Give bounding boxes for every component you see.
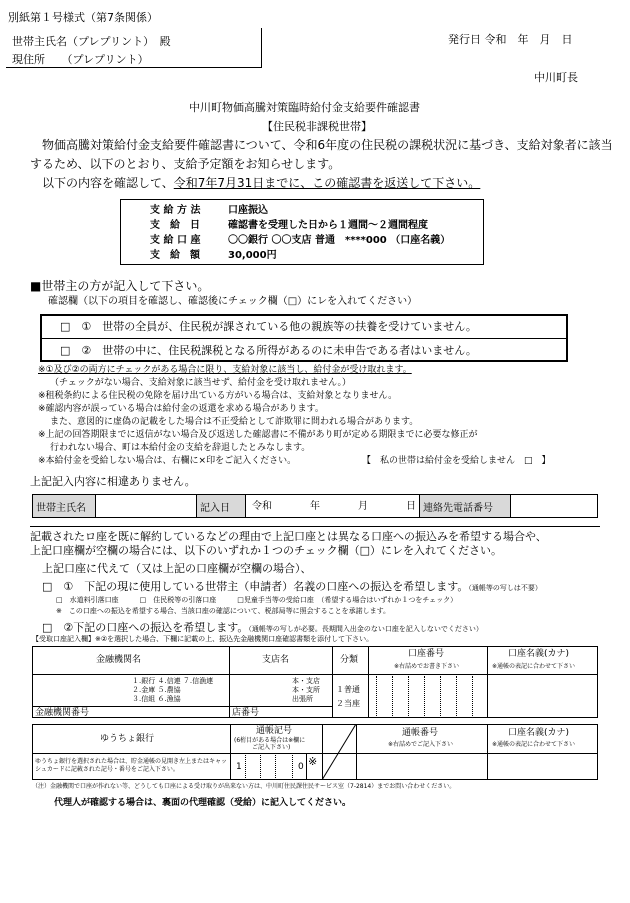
summary-label-date: 支 給 日 [150, 220, 200, 231]
phone-field[interactable] [510, 494, 598, 518]
acct-digit-divider-7 [472, 676, 473, 716]
name-label: 世帯主氏名 [32, 494, 96, 518]
note-6: ※上記の回答期限までに返信がない場合及び返送した確認書に不備があり町が定める期限までに必要な修正が [38, 430, 478, 440]
acct-digit-divider-1 [376, 676, 377, 716]
summary-label-amount: 支 給 額 [150, 250, 200, 261]
branch-code-label: 店番号 [232, 708, 260, 718]
yucho-asterisk: ※ [308, 755, 318, 768]
yucho-description: ゆうちょ銀行を選択された場合は、貯金通帳の見開き左上またはキャッシュカードに記載された記号・番号をご記入下さい。 [35, 758, 228, 774]
summary-value-date: 確認書を受理した日から１週間～２週間程度 [228, 220, 428, 231]
acct-digit-divider-4 [424, 676, 425, 716]
bank-col-line-3 [368, 646, 369, 718]
option-1[interactable]: □ ① 下記の現に使用している世帯主（申請者）名義の口座への振込を希望します。（通帳等の写しは不要） [42, 580, 542, 593]
yucho-digit-divider-5 [306, 753, 307, 780]
header-institution: 金融機関名 [96, 655, 142, 665]
yucho-digit-divider-2 [260, 753, 261, 780]
yucho-diagonal [322, 724, 356, 780]
yucho-holder-header: 口座名義(カナ) [508, 728, 570, 738]
alt-account-line-3: 上記口座に代えて（又は上記の口座欄が空欄の場合）、 [42, 562, 312, 575]
summary-value-method: 口座振込 [228, 205, 268, 216]
yucho-digit-first: 1 [236, 762, 242, 772]
yucho-number-note: ※右詰めでご記入下さい [388, 741, 454, 748]
yucho-header-line [32, 753, 598, 754]
yucho-digit-last: 0 [298, 762, 304, 772]
yucho-number-header: 通帳番号 [402, 728, 439, 738]
intro-line-1: 物価高騰対策給付金支給要件確認書について、令和6年度の住民税の課税状況に基づき、支給対象者に該当 [42, 138, 613, 152]
category-ordinary[interactable]: １普通 [336, 685, 360, 694]
inst-code-label: 金融機関番号 [35, 708, 90, 718]
intro-line-3: 以下の内容を確認して、令和7年7月31日までに、この確認書を返送して下さい。 [42, 176, 481, 190]
form-number: 別紙第１号様式（第7条関係） [8, 11, 158, 24]
yucho-col-line-1 [230, 724, 231, 780]
note-4: ※確認内容が誤っている場合は給付金の返還を求める場合があります。 [38, 404, 324, 414]
note-7: 行われない場合、町は本給付金の支給を辞退したとみなします。 [50, 443, 311, 453]
alt-account-line-1: 記載されたロ座を既に解約しているなどの理由で上記口座とは異なる口座への振込みを希望する場合や、 [30, 530, 547, 543]
confirm-divider [42, 338, 566, 339]
yucho-digit-divider-4 [292, 753, 293, 780]
note-8: ※本給付金を受給しない場合は、右欄に×印をご記入ください。 [38, 456, 297, 466]
phone-label: 連絡先電話番号 [419, 494, 511, 518]
document-title: 中川町物価高騰対策臨時給付金支給要件確認書 [189, 101, 420, 114]
yucho-symbol-note-2: ご記入下さい) [252, 744, 291, 751]
header-account-note: ※右詰めでお書き下さい [394, 663, 460, 670]
bank-col-line-2 [332, 646, 333, 718]
yucho-holder-note: ※通帳の表記に合わせて下さい [492, 741, 576, 748]
intro-line-2: するため、以下のとおり、支給予定額をお知らせします。 [30, 157, 341, 171]
date-year: 年 [310, 501, 320, 512]
yucho-symbol-header: 通帳記号 [256, 726, 293, 736]
date-month: 月 [358, 501, 368, 512]
header-account-no: 口座番号 [408, 649, 445, 659]
summary-label-method: 支 給 方 法 [150, 205, 201, 216]
bank-col-line-4 [487, 646, 488, 718]
decline-checkbox[interactable]: 【 私の世帯は給付金を受給しません □ 】 [362, 456, 551, 466]
option-1-sub-choices[interactable]: □ 水道料引落口座 □ 住民税等の引落口座 □児童手当等の受給口座 （希望する場合はいずれか１つをチェック） [56, 596, 458, 604]
branch-type-2: 本・支所 [292, 686, 320, 694]
yucho-col-line-3 [356, 724, 357, 780]
document-subtitle: 【住民税非課税世帯】 [262, 120, 372, 133]
header-category: 分類 [340, 655, 359, 665]
summary-value-amount: 30,000円 [228, 250, 277, 261]
header-holder-note: ※通帳の表記に合わせて下さい [492, 663, 576, 670]
check-item-1[interactable]: □ ① 世帯の全員が、住民税が課されている他の親族等の扶養を受けていません。 [60, 320, 477, 333]
date-label: 記入日 [196, 494, 246, 518]
yucho-symbol-note-1: (6桁目がある場合は※欄に [234, 737, 306, 744]
option-1-consent: ※ この口座への振込を希望する場合、当該口座の確認について、税部局等に照会することを承諾します。 [56, 607, 391, 615]
acct-digit-divider-2 [392, 676, 393, 716]
householder-name: 世帯主氏名（プレプリント） 殿 [12, 35, 171, 48]
current-address: 現住所 （プレプリント） [12, 53, 149, 66]
bank-table-header-line [32, 674, 598, 675]
note-3: ※租税条約による住民税の免除を届け出ている方がいる場合は、支給対象となりません。 [38, 391, 398, 401]
category-current[interactable]: ２当座 [336, 699, 360, 708]
header-branch: 支店名 [262, 655, 290, 665]
yucho-digit-divider-3 [275, 753, 276, 780]
note-1: ※①及び②の両方にチェックがある場合に限り、支給対象に該当し、給付金が受け取れます。 [38, 365, 412, 375]
yucho-col-line-4 [487, 724, 488, 780]
inst-type-3: ３.信組 ６.漁協 [132, 695, 181, 703]
inst-code-field[interactable] [130, 707, 229, 718]
branch-code-field[interactable] [300, 707, 332, 718]
yucho-label: ゆうちょ銀行 [100, 734, 155, 744]
note-2: （チェックがない場合、支給対象に該当せず、給付金を受け取れません。） [50, 378, 352, 388]
section-divider [30, 526, 600, 527]
bank-col-line-1 [229, 646, 230, 718]
yucho-digit-divider-1 [245, 753, 246, 780]
header-holder: 口座名義(カナ) [508, 649, 570, 659]
inst-type-1: １.銀行 ４.信連 ７.信漁連 [132, 677, 214, 685]
date-era: 令和 [252, 501, 272, 512]
section-heading: ■世帯主の方が記入して下さい。 [30, 279, 210, 293]
summary-value-account: 〇〇銀行 〇〇支店 普通 ****000 （口座名義） [228, 235, 451, 246]
issue-date: 発行日 令和 年 月 日 [448, 33, 573, 46]
attest-text: 上記記入内容に相違ありません。 [30, 475, 196, 488]
date-day: 日 [406, 501, 416, 512]
branch-type-3: 出張所 [292, 695, 313, 703]
inst-type-2: ２.金庫 ５.農協 [132, 686, 181, 694]
acct-digit-divider-5 [440, 676, 441, 716]
note-5: また、意図的に虚偽の記載をした場合は不正受給として詐欺罪に問われる場合があります。 [50, 417, 419, 427]
option-2[interactable]: □ ②下記の口座への振込を希望します。（通帳等の写しが必要。長期間入出金のない口座を記入しないでください） [42, 621, 483, 634]
summary-label-account: 支 給 口 座 [150, 235, 201, 246]
check-item-2[interactable]: □ ② 世帯の中に、住民税課税となる所得があるのに未申告である者はいません。 [60, 344, 477, 357]
name-field[interactable] [95, 494, 197, 518]
alt-account-line-2: 上記口座欄が空欄の場合には、以下のいずれか１つのチェック欄（□）にレを入れてください。 [30, 544, 503, 557]
footer-note: （注）金融機関で口座が作れない等、どうしても口座による受け取りが出来ない方は、中川町住民課住民サービス室（7-2814）までお問い合わせください。 [32, 783, 456, 790]
acct-digit-divider-3 [408, 676, 409, 716]
bank-form-title: 【受取口座記入欄】※②を選択した場合、下欄に記載の上、振込先金融機関口座確認書類を添付して下さい。 [32, 635, 374, 643]
issuer: 中川町長 [534, 71, 578, 84]
acct-digit-divider-6 [456, 676, 457, 716]
confirm-instructions: 確認欄（以下の項目を確認し、確認後にチェック欄（□）にレを入れてください） [48, 296, 418, 307]
branch-type-1: 本・支店 [292, 677, 320, 685]
agent-instruction: 代理人が確認する場合は、裏面の代理確認（受給）に記入してください。 [54, 798, 352, 808]
